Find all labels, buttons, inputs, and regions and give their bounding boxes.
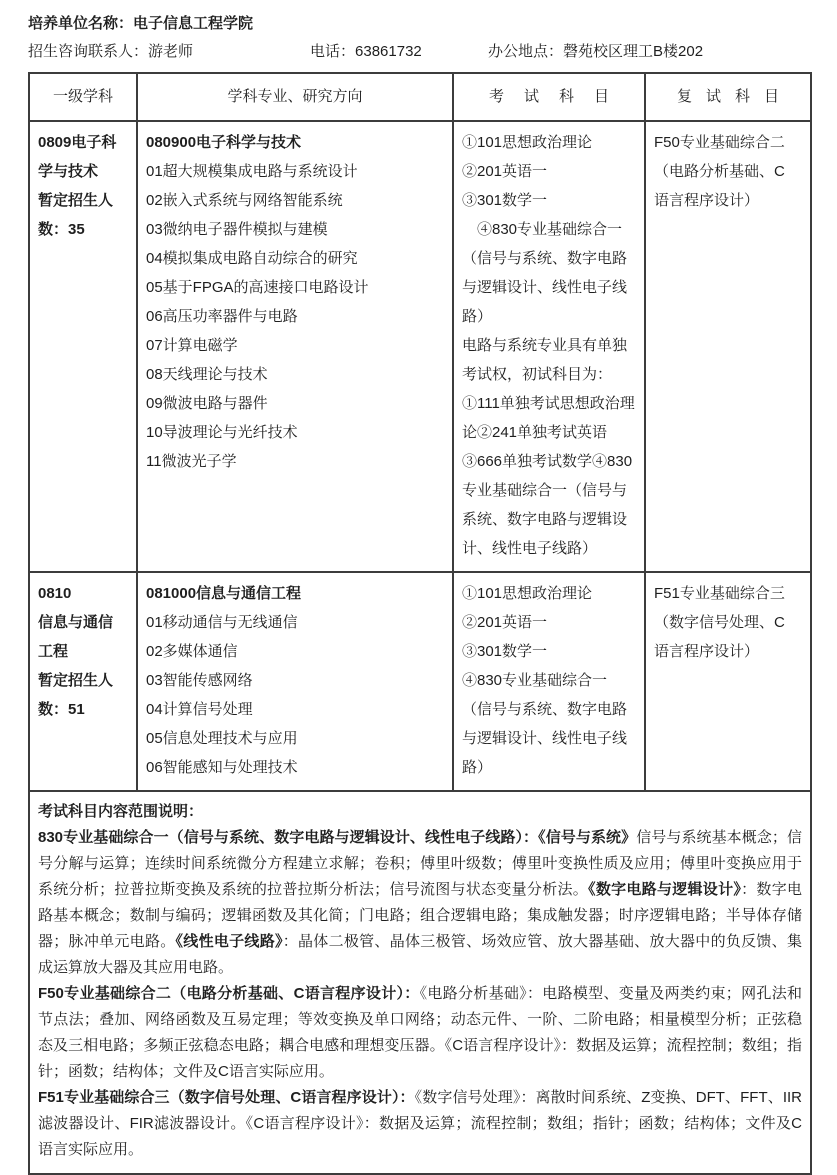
discipline-cell: 0809电子科学与技术 暂定招生人数：35 [29,121,137,572]
notes-row [29,791,811,1174]
phone-field [310,40,488,64]
table-row-0809 [29,121,811,572]
exam-subjects-cell: ①101思想政治理论 ②201英语一 ③301数学一 ④830专业基础综合一（信号与系统、数字电路与逻辑设计、线性电子线路） [453,572,645,791]
phone-label: 电话： [310,43,356,60]
major-title: 080900电子科学与技术 [146,134,302,151]
document-header [28,12,810,64]
research-directions-list: 01超大规模集成电路与系统设计 02嵌入式系统与网络智能系统 03微纳电子器件模拟与建模 04模拟集成电路自动综合的研究 05基于FPGA的高速接口电路设计 06高压功率器件与电路 07计算电磁学 08天线理论与技术 09微波电路与器件 10导波理论与光纤技术 11微波光子学 [146,163,369,470]
contact-field [28,40,310,64]
training-unit-line [28,12,810,36]
notes-paragraph-f51: F51专业基础综合三（数字信号处理、C语言程序设计）：《数字信号处理》：离散时间系统、Z变换、DFT、FFT、IIR滤波器设计、FIR滤波器设计。《C语言程序设计》：数据及运算；流程控制；数组；指针；函数；结构体；文件及C语言实际应用。 [38,1089,802,1158]
office-label: 办公地点： [488,43,564,60]
admissions-table [28,72,812,1175]
retest-subjects-cell: F51专业基础综合三（数字信号处理、C语言程序设计） [645,572,811,791]
contact-value: 游老师 [148,43,194,60]
phone-value: 63861732 [355,43,422,60]
training-unit-label: 培养单位名称： [28,15,134,32]
exam-scope-notes-cell [29,791,811,1174]
training-unit-value: 电子信息工程学院 [133,15,254,32]
col-header-discipline: 一级学科 [29,73,137,121]
table-row-0810 [29,572,811,791]
major-title: 081000信息与通信工程 [146,585,302,602]
col-header-exam-subjects: 考试科目 [453,73,645,121]
office-field [488,40,703,64]
contact-line [28,40,810,64]
col-header-major-directions: 学科专业、研究方向 [137,73,453,121]
notes-paragraph-f50: F50专业基础综合二（电路分析基础、C语言程序设计）：《电路分析基础》：电路模型、变量及两类约束；网孔法和节点法；叠加、网络函数及互易定理；等效变换及单口网络；动态元件、一阶、二阶电路；相量模型分析；正弦稳态及三相电路；多频正弦稳态电路；耦合电感和理想变压器。《C语言程序设计》：数据及运算；流程控制；数组；指针；函数；结构体；文件及C语言实际应用。 [38,985,802,1080]
major-cell [137,121,453,572]
office-value: 磬苑校区理工B楼202 [563,43,704,60]
notes-paragraph-830: 830专业基础综合一（信号与系统、数字电路与逻辑设计、线性电子线路）：《信号与系统》信号与系统基本概念；信号分解与运算；连续时间系统微分方程建立求解；卷积；傅里叶级数；傅里叶变换性质及应用；傅里叶变换应用于系统分析；拉普拉斯变换及系统的拉普拉斯分析法；信号流图与状态变量分析法。《数字电路与逻辑设计》：数字电路基本概念；数制与编码；逻辑函数及其化简；门电路；组合逻辑电路；集成触发器；时序逻辑电路；半导体存储器；脉冲单元电路。《线性电子线路》：晶体二极管、晶体三极管、场效应管、放大器基础、放大器中的负反馈、集成运算放大器及其应用电路。 [38,829,802,976]
retest-subjects-cell: F50专业基础综合二（电路分析基础、C语言程序设计） [645,121,811,572]
notes-title: 考试科目内容范围说明： [38,803,204,820]
major-cell [137,572,453,791]
col-header-retest-subjects: 复试科目 [645,73,811,121]
research-directions-list: 01移动通信与无线通信 02多媒体通信 03智能传感网络 04计算信号处理 05信息处理技术与应用 06智能感知与处理技术 [146,614,298,776]
discipline-cell: 0810 信息与通信工程 暂定招生人数：51 [29,572,137,791]
contact-label: 招生咨询联系人： [28,43,149,60]
table-header-row [29,73,811,121]
exam-subjects-cell: ①101思想政治理论 ②201英语一 ③301数学一 ④830专业基础综合一（信号与系统、数字电路与逻辑设计、线性电子线路） 电路与系统专业具有单独考试权，初试科目为：①111单独考试思想政治理论②241单独考试英语③666单独考试数学④830专业基础综合一（信号与系统、数字电路与逻辑设计、线性电子线路） [453,121,645,572]
